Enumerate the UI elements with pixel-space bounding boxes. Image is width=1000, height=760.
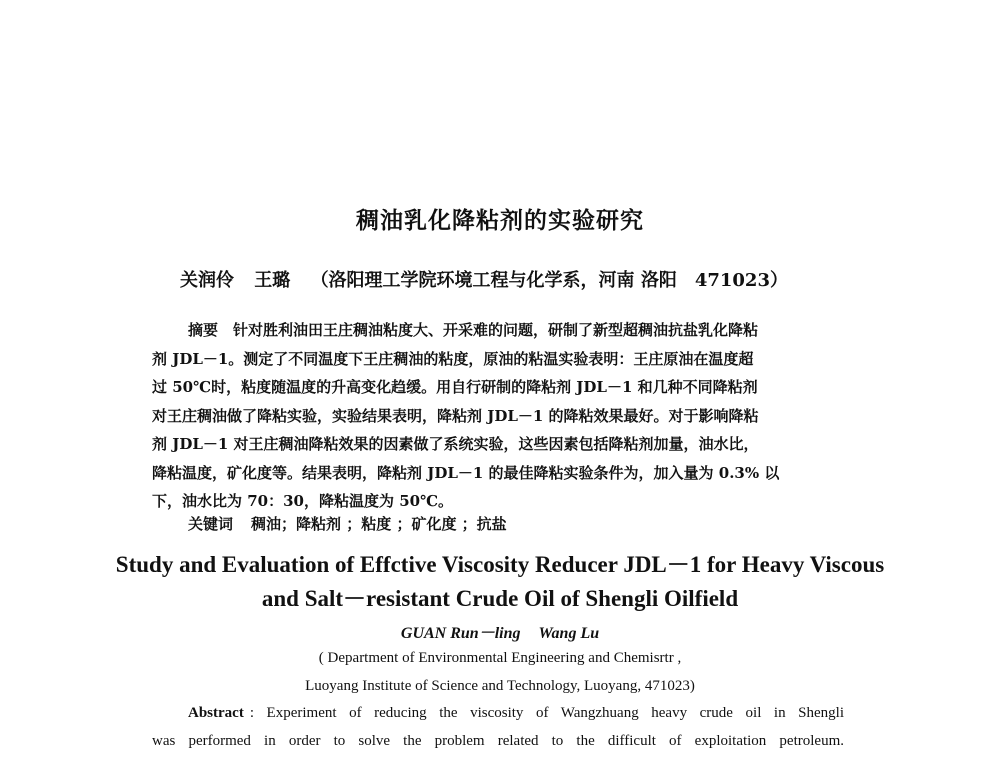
english-abstract-label: Abstract [188, 705, 244, 721]
english-title [0, 548, 1000, 616]
chinese-abstract-line: 降粘温度，矿化度等。结果表明，降粘剂 JDL－1 的最佳降粘实验条件为，加入量为 0.3% 以 [152, 463, 780, 482]
chinese-author-1: 关润伶 [180, 270, 234, 291]
chinese-abstract-label: 摘要 [188, 321, 219, 339]
chinese-keywords [188, 513, 507, 534]
english-abstract-line-2: was performed in order to solve the problem related to the difficult of exploitation petroleum. [152, 733, 844, 749]
chinese-abstract-line: 下，油水比为 70：30，降粘温度为 50℃。 [152, 492, 454, 510]
english-affiliation-line-2: Luoyang Institute of Science and Technology, Luoyang, 471023) [305, 678, 695, 694]
english-title-line-1: Study and Evaluation of Effctive Viscosity Reducer JDL－1 for Heavy Viscous [115, 552, 885, 577]
english-author-line [0, 620, 1000, 643]
chinese-abstract-line: 剂 JDL－1。测定了不同温度下王庄稠油的粘度，原油的粘温实验表明：王庄原油在温度超 [152, 349, 754, 368]
chinese-abstract-line: 摘要 针对胜利油田王庄稠油粘度大、开采难的问题，研制了新型超稠油抗盐乳化降粘 [188, 321, 759, 339]
english-author-2: Wang Lu [538, 625, 600, 642]
english-abstract-line-1: Abstract : Experiment of reducing the viscosity of Wangzhuang heavy crude oil in Shengli [188, 705, 844, 721]
chinese-author-2: 王璐 [254, 270, 291, 291]
english-author-1: GUAN Run－ling [400, 625, 521, 642]
chinese-affiliation: （洛阳理工学院环境工程与化学系，河南 洛阳 471023） [310, 270, 788, 291]
english-title-line-2: and Salt－resistant Crude Oil of Shengli Oilfield [261, 586, 739, 611]
chinese-keywords-text: 稠油；降粘剂 ；粘度 ；矿化度 ；抗盐 [251, 515, 507, 533]
chinese-keywords-label: 关键词 [188, 515, 234, 533]
chinese-abstract [152, 316, 844, 516]
chinese-abstract-line: 过 50℃时，粘度随温度的升高变化趋缓。用自行研制的降粘剂 JDL－1 和几种不同降粘剂 [152, 378, 758, 396]
chinese-title: 稠油乳化降粘剂的实验研究 [356, 208, 644, 234]
english-affiliation-line-1: ( Department of Environmental Engineering and Chemisrtr , [318, 650, 682, 666]
chinese-abstract-line: 剂 JDL－1 对王庄稠油降粘效果的因素做了系统实验，这些因素包括降粘剂加量，油水比， [152, 435, 759, 453]
chinese-abstract-line: 对王庄稠油做了降粘实验，实验结果表明，降粘剂 JDL－1 的降粘效果最好。对于影响降粘 [152, 406, 759, 425]
chinese-author-line [180, 266, 788, 292]
